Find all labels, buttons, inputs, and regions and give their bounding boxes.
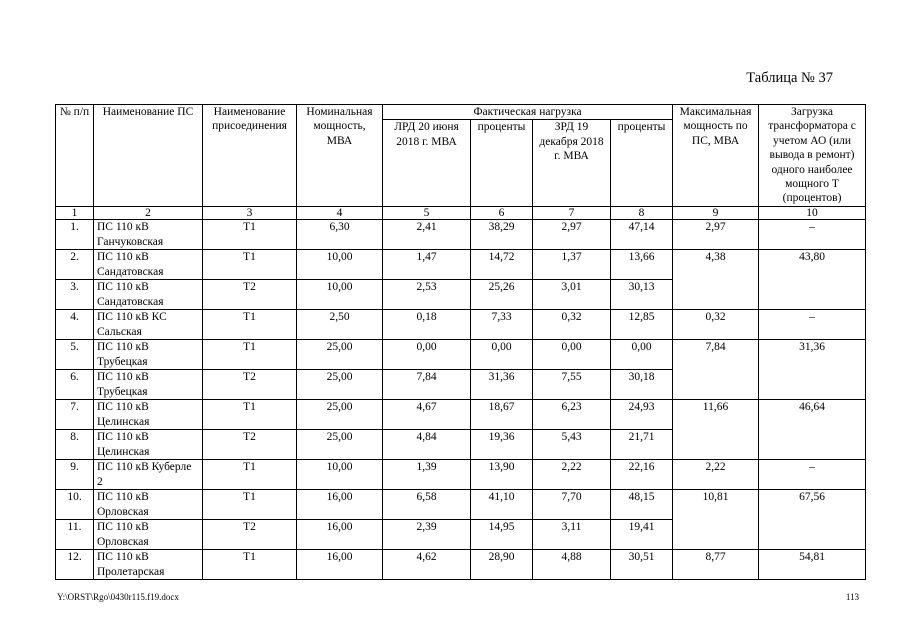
cell-lrd: 2,53 — [383, 280, 471, 310]
cell-number: 4. — [56, 310, 94, 340]
cell-number: 12. — [56, 550, 94, 580]
cell-zrd: 1,37 — [533, 250, 611, 280]
header-zrd: ЗРД 19 декабря 2018 г. МВА — [533, 120, 611, 207]
cell-connection: Т2 — [203, 520, 297, 550]
cell-max-power: 10,81 — [673, 490, 759, 550]
cell-zrd: 2,97 — [533, 220, 611, 250]
cell-number: 6. — [56, 370, 94, 400]
cell-lrd-pct: 14,72 — [471, 250, 533, 280]
cell-substation: ПС 110 кВ Трубецкая — [94, 370, 203, 400]
cell-lrd-pct: 14,95 — [471, 520, 533, 550]
cell-zrd: 4,88 — [533, 550, 611, 580]
cell-max-power: 0,32 — [673, 310, 759, 340]
cell-nominal: 25,00 — [297, 430, 383, 460]
table-row — [56, 220, 866, 250]
cell-lrd: 0,18 — [383, 310, 471, 340]
cell-zrd-pct: 12,85 — [611, 310, 673, 340]
cell-connection: Т1 — [203, 400, 297, 430]
cell-lrd: 4,84 — [383, 430, 471, 460]
cell-lrd: 2,39 — [383, 520, 471, 550]
cell-connection: Т1 — [203, 340, 297, 370]
file-path: Y:\ORST\Rgo\0430r115.f19.docx — [57, 592, 179, 602]
cell-zrd-pct: 22,16 — [611, 460, 673, 490]
cell-load: 31,36 — [759, 340, 866, 400]
cell-lrd-pct: 25,26 — [471, 280, 533, 310]
header-num: № п/п — [56, 105, 94, 207]
cell-lrd: 2,41 — [383, 220, 471, 250]
cell-lrd-pct: 28,90 — [471, 550, 533, 580]
header-name: Наименование ПС — [94, 105, 203, 207]
cell-lrd-pct: 7,33 — [471, 310, 533, 340]
cell-zrd: 7,70 — [533, 490, 611, 520]
cell-connection: Т2 — [203, 430, 297, 460]
cell-load: 43,80 — [759, 250, 866, 310]
cell-load: 67,56 — [759, 490, 866, 550]
cell-lrd: 6,58 — [383, 490, 471, 520]
cell-nominal: 16,00 — [297, 520, 383, 550]
cell-lrd-pct: 18,67 — [471, 400, 533, 430]
page-number: 113 — [845, 592, 859, 602]
cell-nominal: 10,00 — [297, 280, 383, 310]
col-number: 10 — [759, 207, 866, 220]
cell-nominal: 25,00 — [297, 370, 383, 400]
cell-load: 46,64 — [759, 400, 866, 460]
cell-number: 1. — [56, 220, 94, 250]
col-number: 4 — [297, 207, 383, 220]
cell-connection: Т1 — [203, 220, 297, 250]
cell-lrd-pct: 38,29 — [471, 220, 533, 250]
cell-nominal: 2,50 — [297, 310, 383, 340]
cell-substation: ПС 110 кВ Сандатовская — [94, 280, 203, 310]
cell-zrd: 3,01 — [533, 280, 611, 310]
cell-lrd: 0,00 — [383, 340, 471, 370]
cell-connection: Т2 — [203, 280, 297, 310]
header-lrd-pct: проценты — [471, 120, 533, 207]
cell-substation: ПС 110 кВ Орловская — [94, 490, 203, 520]
cell-substation: ПС 110 кВ Целинская — [94, 400, 203, 430]
cell-substation: ПС 110 кВ Пролетарская — [94, 550, 203, 580]
cell-connection: Т1 — [203, 460, 297, 490]
cell-lrd-pct: 13,90 — [471, 460, 533, 490]
table-row — [56, 340, 866, 370]
table-row — [56, 550, 866, 580]
cell-lrd-pct: 31,36 — [471, 370, 533, 400]
cell-max-power: 7,84 — [673, 340, 759, 400]
col-number: 2 — [94, 207, 203, 220]
col-number: 1 — [56, 207, 94, 220]
cell-substation: ПС 110 кВ Целинская — [94, 430, 203, 460]
cell-load: 54,81 — [759, 550, 866, 580]
cell-zrd-pct: 21,71 — [611, 430, 673, 460]
cell-lrd: 7,84 — [383, 370, 471, 400]
cell-nominal: 16,00 — [297, 490, 383, 520]
cell-connection: Т1 — [203, 550, 297, 580]
cell-lrd-pct: 41,10 — [471, 490, 533, 520]
header-connection: Наименование присоединения — [203, 105, 297, 207]
cell-max-power: 2,22 — [673, 460, 759, 490]
cell-nominal: 16,00 — [297, 550, 383, 580]
cell-number: 5. — [56, 340, 94, 370]
col-number: 6 — [471, 207, 533, 220]
cell-number: 2. — [56, 250, 94, 280]
header-load: Загрузка трансформатора с учетом АО (или вывода в ремонт) одного наиболее мощного Т (процентов) — [759, 105, 866, 207]
data-table — [55, 104, 866, 580]
cell-nominal: 25,00 — [297, 340, 383, 370]
cell-zrd-pct: 24,93 — [611, 400, 673, 430]
col-number: 8 — [611, 207, 673, 220]
table-row — [56, 310, 866, 340]
cell-lrd: 4,62 — [383, 550, 471, 580]
cell-max-power: 8,77 — [673, 550, 759, 580]
header-lrd: ЛРД 20 июня 2018 г. МВА — [383, 120, 471, 207]
header-actual-load: Фактическая нагрузка — [383, 105, 673, 120]
table-caption: Таблица № 37 — [746, 70, 833, 86]
cell-lrd: 4,67 — [383, 400, 471, 430]
cell-max-power: 4,38 — [673, 250, 759, 310]
cell-load: – — [759, 220, 866, 250]
cell-number: 7. — [56, 400, 94, 430]
cell-substation: ПС 110 кВ Трубецкая — [94, 340, 203, 370]
cell-zrd: 0,32 — [533, 310, 611, 340]
header-max-power: Максимальная мощность по ПС, МВА — [673, 105, 759, 207]
table-row — [56, 400, 866, 430]
cell-zrd: 6,23 — [533, 400, 611, 430]
cell-nominal: 6,30 — [297, 220, 383, 250]
cell-max-power: 2,97 — [673, 220, 759, 250]
cell-substation: ПС 110 кВ Куберле 2 — [94, 460, 203, 490]
col-number: 9 — [673, 207, 759, 220]
cell-substation: ПС 110 кВ Орловская — [94, 520, 203, 550]
table-row — [56, 250, 866, 280]
cell-nominal: 25,00 — [297, 400, 383, 430]
cell-lrd-pct: 0,00 — [471, 340, 533, 370]
column-number-row — [56, 207, 866, 220]
page-footer — [57, 592, 859, 602]
cell-connection: Т1 — [203, 310, 297, 340]
cell-number: 10. — [56, 490, 94, 520]
cell-load: – — [759, 310, 866, 340]
header-zrd-pct: проценты — [611, 120, 673, 207]
cell-nominal: 10,00 — [297, 460, 383, 490]
col-number: 7 — [533, 207, 611, 220]
cell-zrd-pct: 0,00 — [611, 340, 673, 370]
cell-number: 3. — [56, 280, 94, 310]
cell-connection: Т2 — [203, 370, 297, 400]
cell-substation: ПС 110 кВ Сандатовская — [94, 250, 203, 280]
cell-zrd-pct: 30,13 — [611, 280, 673, 310]
cell-zrd-pct: 30,18 — [611, 370, 673, 400]
header-row — [56, 105, 866, 120]
cell-lrd-pct: 19,36 — [471, 430, 533, 460]
cell-load: – — [759, 460, 866, 490]
cell-zrd: 7,55 — [533, 370, 611, 400]
cell-zrd: 5,43 — [533, 430, 611, 460]
cell-lrd: 1,39 — [383, 460, 471, 490]
table-row — [56, 490, 866, 520]
header-nominal: Номинальная мощность, МВА — [297, 105, 383, 207]
cell-nominal: 10,00 — [297, 250, 383, 280]
cell-connection: Т1 — [203, 490, 297, 520]
cell-max-power: 11,66 — [673, 400, 759, 460]
cell-lrd: 1,47 — [383, 250, 471, 280]
cell-zrd-pct: 47,14 — [611, 220, 673, 250]
cell-zrd-pct: 30,51 — [611, 550, 673, 580]
table-row — [56, 460, 866, 490]
cell-substation: ПС 110 кВ Ганчуковская — [94, 220, 203, 250]
cell-zrd-pct: 19,41 — [611, 520, 673, 550]
cell-zrd-pct: 48,15 — [611, 490, 673, 520]
cell-zrd: 2,22 — [533, 460, 611, 490]
cell-zrd: 0,00 — [533, 340, 611, 370]
cell-substation: ПС 110 кВ КС Сальская — [94, 310, 203, 340]
col-number: 5 — [383, 207, 471, 220]
cell-zrd: 3,11 — [533, 520, 611, 550]
cell-number: 11. — [56, 520, 94, 550]
cell-connection: Т1 — [203, 250, 297, 280]
col-number: 3 — [203, 207, 297, 220]
cell-number: 9. — [56, 460, 94, 490]
cell-zrd-pct: 13,66 — [611, 250, 673, 280]
cell-number: 8. — [56, 430, 94, 460]
